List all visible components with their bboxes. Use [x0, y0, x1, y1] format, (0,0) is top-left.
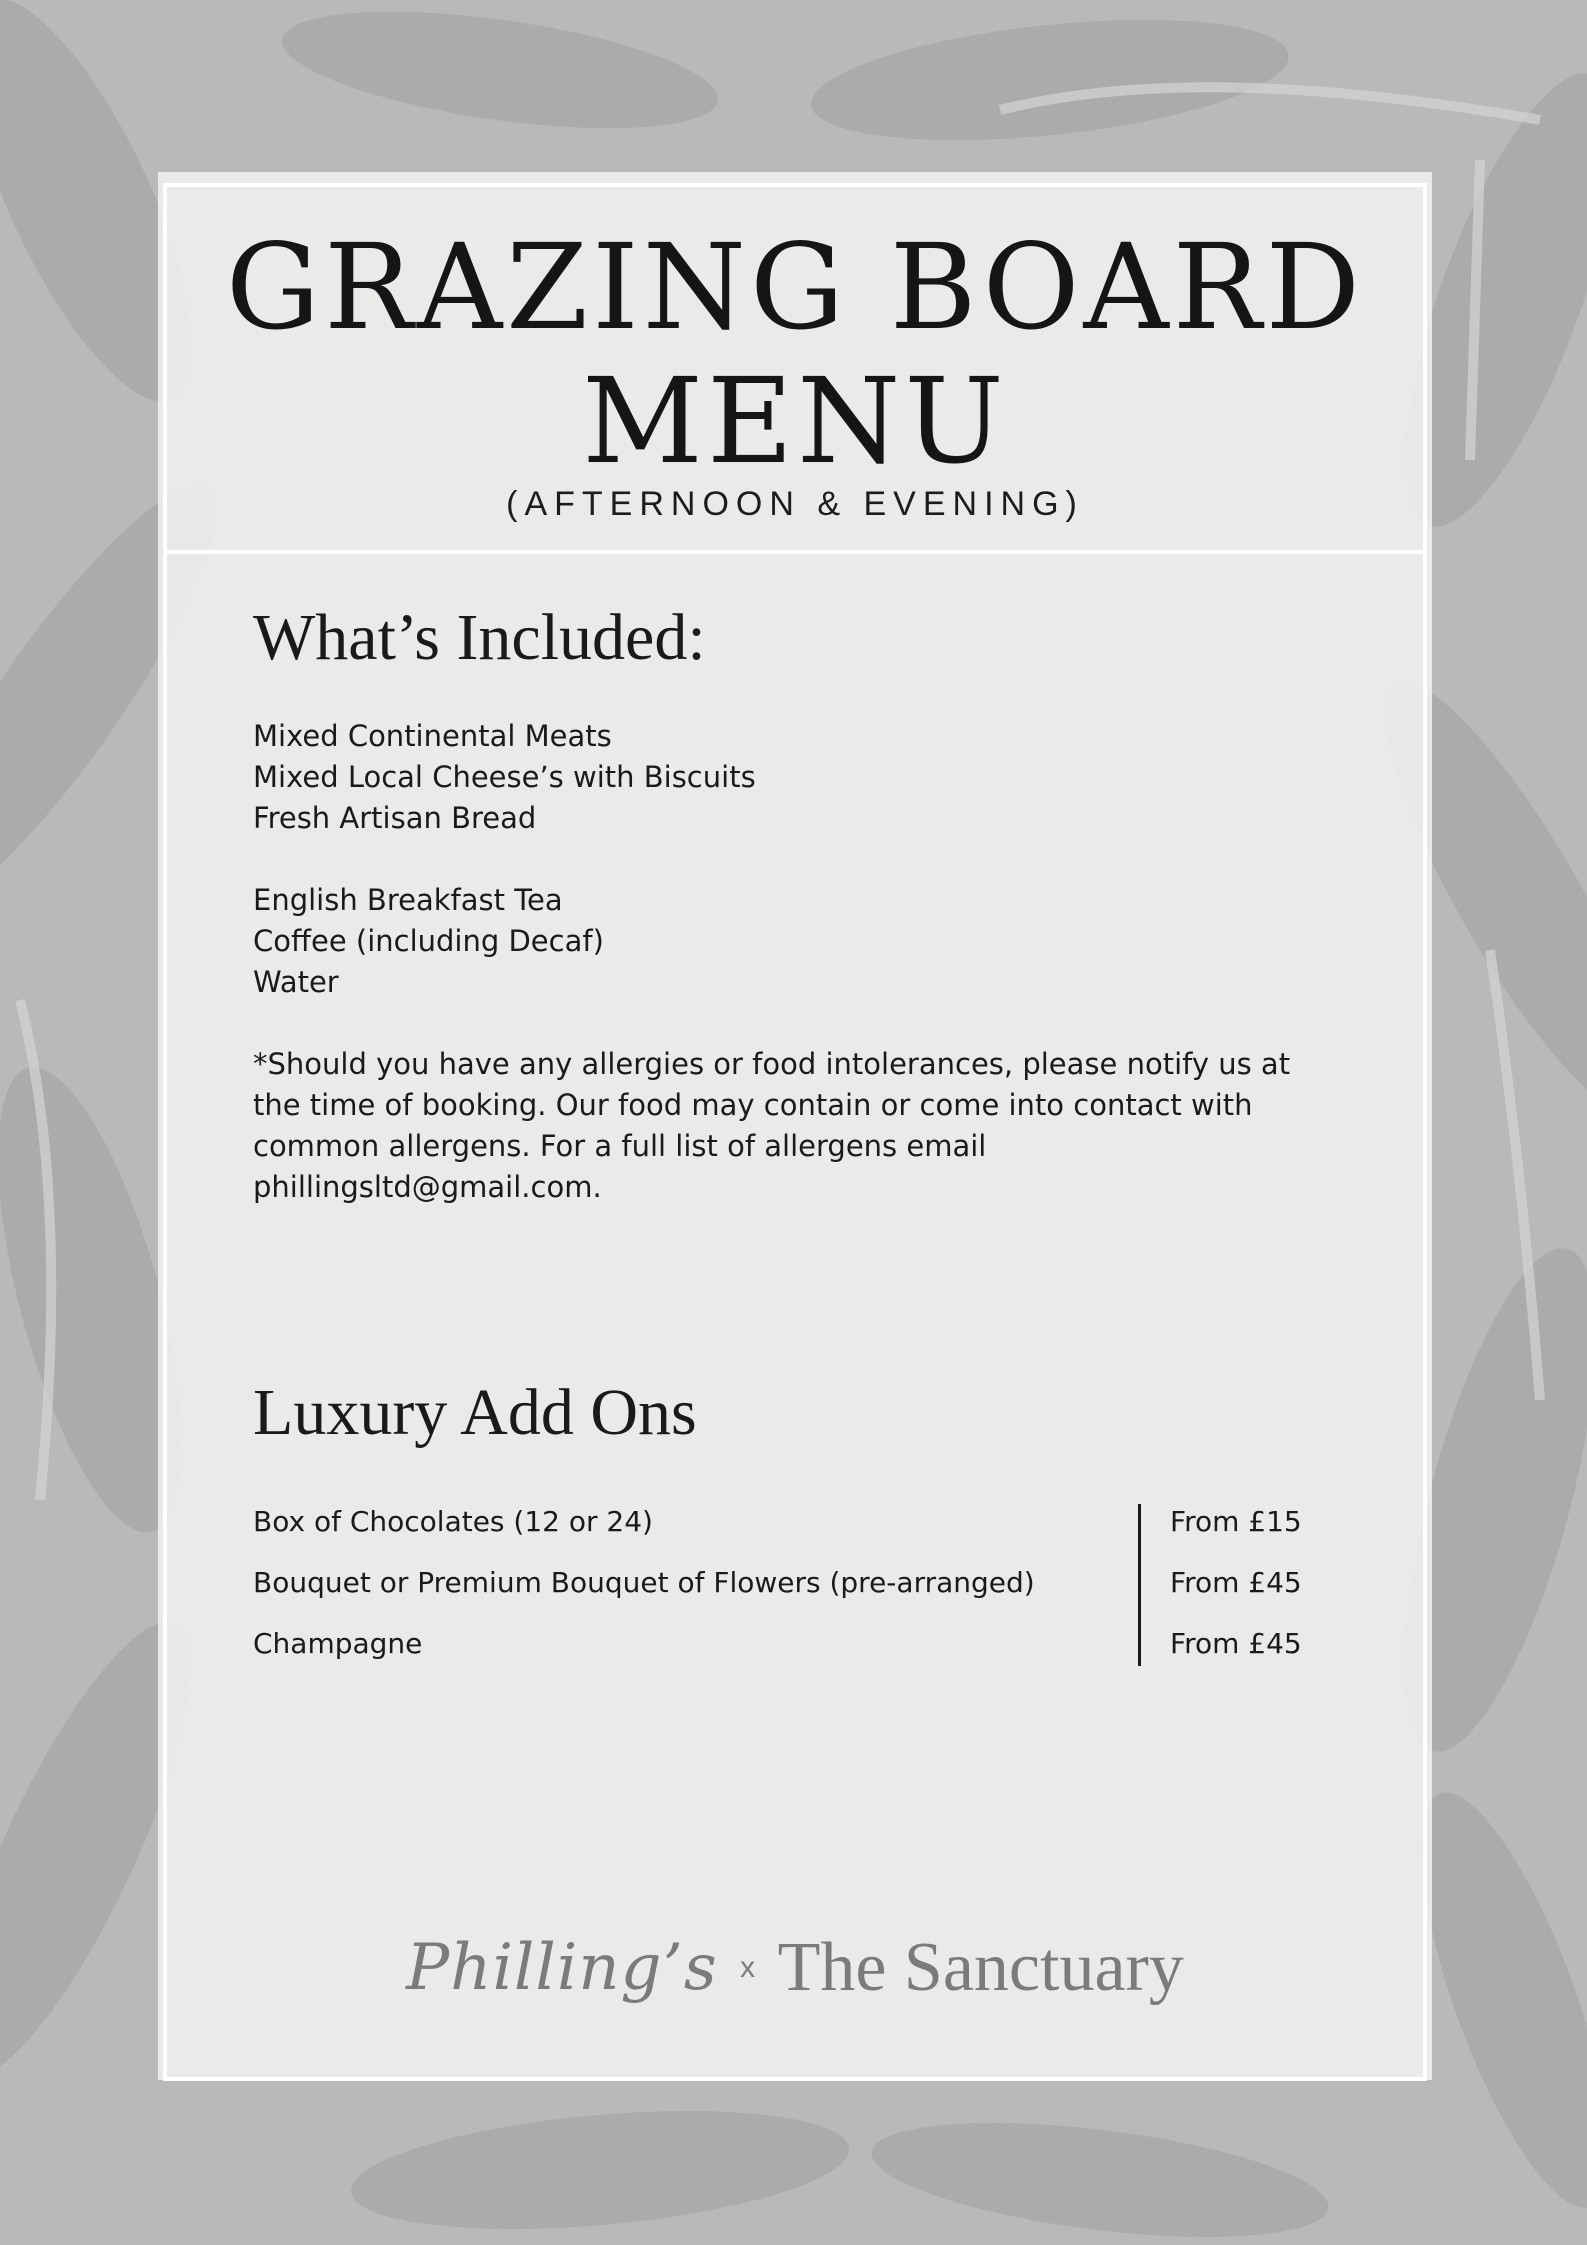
list-item: Water — [253, 965, 339, 999]
list-item: Mixed Local Cheese’s with Biscuits — [253, 760, 756, 794]
allergy-note-line: *Should you have any allergies or food intolerances, please notify us at — [253, 1047, 1291, 1081]
addon-row — [253, 1622, 1333, 1666]
list-item: English Breakfast Tea — [253, 883, 563, 917]
menu-title-line-1: GRAZING BOARD — [225, 218, 1365, 356]
addon-price: From £45 — [1170, 1566, 1302, 1599]
addons-heading: Luxury Add Ons — [253, 1376, 697, 1449]
list-item: Fresh Artisan Bread — [253, 801, 537, 835]
addon-price: From £15 — [1170, 1505, 1302, 1538]
addon-row — [253, 1561, 1333, 1605]
included-heading: What’s Included: — [253, 601, 706, 674]
allergy-note-email: phillingsltd@gmail.com. — [253, 1170, 602, 1204]
menu-title-line-2: MENU — [582, 352, 1008, 490]
included-drinks-list — [253, 880, 1333, 1003]
list-item: Mixed Continental Meats — [253, 719, 612, 753]
header-divider — [163, 550, 1427, 554]
brand-separator: x — [740, 1951, 756, 1984]
menu-subtitle: (AFTERNOON & EVENING) — [506, 485, 1084, 523]
included-food-list — [253, 716, 1333, 839]
addon-price: From £45 — [1170, 1627, 1302, 1660]
allergy-note-line: common allergens. For a full list of allergens email — [253, 1129, 987, 1163]
allergy-note — [253, 1044, 1333, 1208]
list-item: Coffee (including Decaf) — [253, 924, 604, 958]
addon-name: Bouquet or Premium Bouquet of Flowers (pre-arranged) — [253, 1566, 1035, 1599]
brand-logotype: Philling’s — [406, 1931, 718, 2005]
footer-brand-line — [163, 1928, 1427, 2038]
venue-name: The Sanctuary — [777, 1929, 1184, 2006]
allergy-note-line: the time of booking. Our food may contain or come into contact with — [253, 1088, 1253, 1122]
addon-name: Champagne — [253, 1627, 423, 1660]
addon-row — [253, 1500, 1333, 1544]
addon-name: Box of Chocolates (12 or 24) — [253, 1505, 653, 1538]
